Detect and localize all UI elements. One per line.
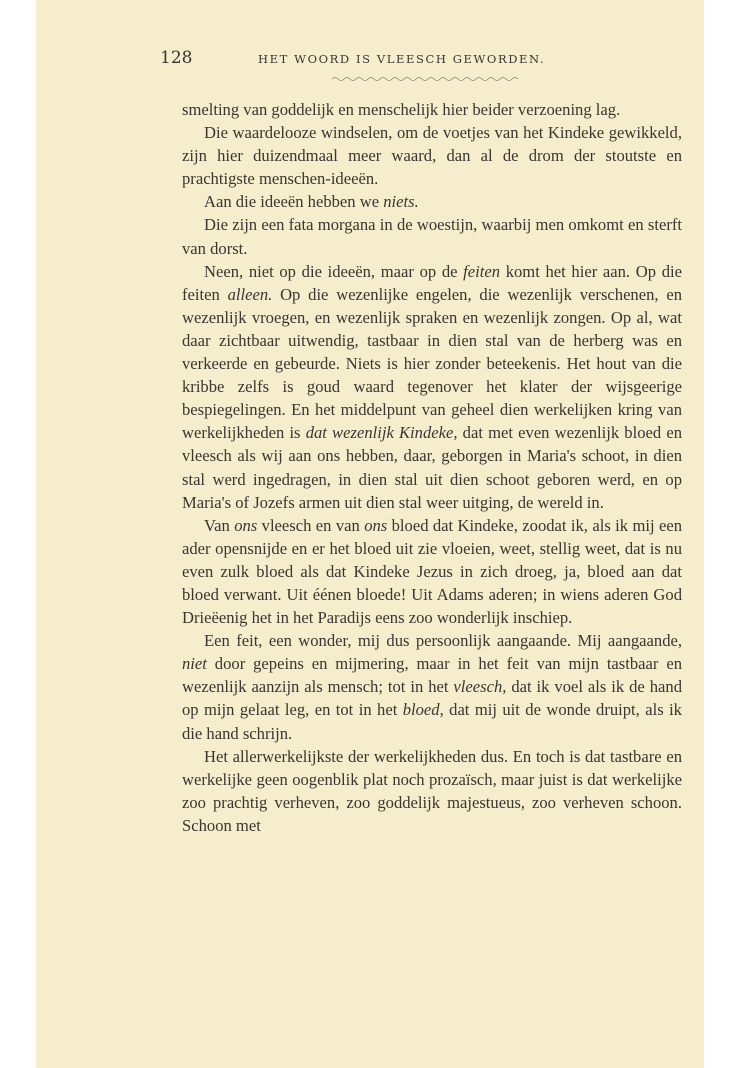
emphasis-text: vleesch,: [453, 677, 507, 697]
paragraph: [182, 98, 682, 121]
paragraph-text: Die zijn een fata morgana in de woestijn, waarbij men omkomt en sterft van dorst.: [182, 215, 682, 258]
book-page: [36, 0, 704, 1068]
paragraph-text: Op die wezenlijke engelen, die wezenlijk verschenen, en wezenlijk vroegen, en wezenlijk spraken en wezenlijk zongen. Op al, wat daar zichtbaar uitwendig, tastbaar in dien stal van de herberg was en verkeerde en gebeurde. Niets is hier zonder beteekenis. Het hout van die kribbe zelfs is goud waard tegenover het klater der wijsgeerige bespiegelingen. En het middelpunt van geheel dien werkelijken kring van werkelijkheden is: [182, 284, 682, 443]
page-number: 128: [160, 48, 193, 68]
paragraph: [182, 190, 682, 213]
paragraph-text: dat ik voel als ik de hand op mijn gelaat leg, en tot in het: [182, 677, 682, 720]
paragraph-text: smelting van goddelijk en menschelijk hier beider verzoening lag.: [182, 100, 621, 119]
paragraph-text: dat met even wezenlijk bloed en vleesch als wij aan ons hebben, daar, geborgen in Maria's schoot, in dien stal werd ingedragen, in dien stal uit dien schoot geboren werd, en op Maria's of Jozefs armen uit dien stal weer uitging, de wereld in.: [182, 423, 683, 512]
emphasis-text: niet: [182, 654, 207, 674]
emphasis-text: ons: [364, 515, 388, 535]
paragraph-text: bloed dat Kindeke, zoodat ik, als ik mij een ader opensnijde en er het bloed uit zie vloeien, weet, stellig weet, dat is nu even zulk bloed als dat Kindeke Jezus in zich droeg, ja, bloed aan dat bloed verwant. Uit éénen bloede! Uit Adams aderen; in wiens aderen God Drieëenig het in het Paradijs eens zoo wonderlijk inschiep.: [182, 515, 682, 628]
paragraph: [182, 745, 682, 837]
paragraph-text: dat mij uit de wonde druipt, als ik die hand schrijn.: [182, 700, 682, 743]
paragraph: [182, 514, 682, 629]
paragraph: [182, 629, 682, 744]
emphasis-text: ons: [234, 515, 258, 535]
running-head: HET WOORD IS VLEESCH GEWORDEN.: [258, 52, 546, 66]
page-header: [146, 48, 682, 72]
paragraph-text: Een feit, een wonder, mij dus persoonlijk aangaande. Mij aangaande,: [204, 631, 682, 651]
emphasis-text: feiten: [463, 261, 501, 281]
paragraph-text: Neen, niet op die ideeën, maar op de: [204, 261, 464, 281]
paragraph-text: vleesch en van: [257, 515, 365, 535]
paragraph-text: Aan die ideeën hebben we: [204, 192, 384, 212]
emphasis-text: alleen.: [227, 284, 273, 304]
emphasis-text: niets.: [383, 192, 419, 212]
emphasis-text: bloed,: [402, 700, 444, 720]
paragraph: [182, 260, 682, 514]
body-text: [182, 98, 682, 837]
paragraph-text: Van: [204, 515, 235, 535]
paragraph-text: Die waardelooze windselen, om de voetjes van het Kindeke gewikkeld, zijn hier duizendmaal meer waard, dan al de drom der stoutste en prachtigste menschen-ideeën.: [182, 123, 682, 189]
paragraph-text: Het allerwerkelijkste der werkelijkheden dus. En toch is dat tastbare en werkelijke geen oogenblik plat noch prozaïsch, maar juist is dat werkelijke zoo prachtig verheven, zoo goddelijk majestueus, zoo verheven schoon. Schoon met: [182, 746, 682, 835]
emphasis-text: dat wezenlijk Kindeke,: [305, 423, 458, 443]
header-ornament-rule: [332, 76, 522, 82]
paragraph: [182, 213, 682, 259]
paragraph-text: door gepeins en mijmering, maar in het feit van mijn tastbaar en wezenlijk aanzijn als mensch; tot in het: [182, 654, 682, 697]
paragraph-text: komt het hier aan. Op die feiten: [182, 261, 682, 304]
paragraph: [182, 121, 682, 190]
